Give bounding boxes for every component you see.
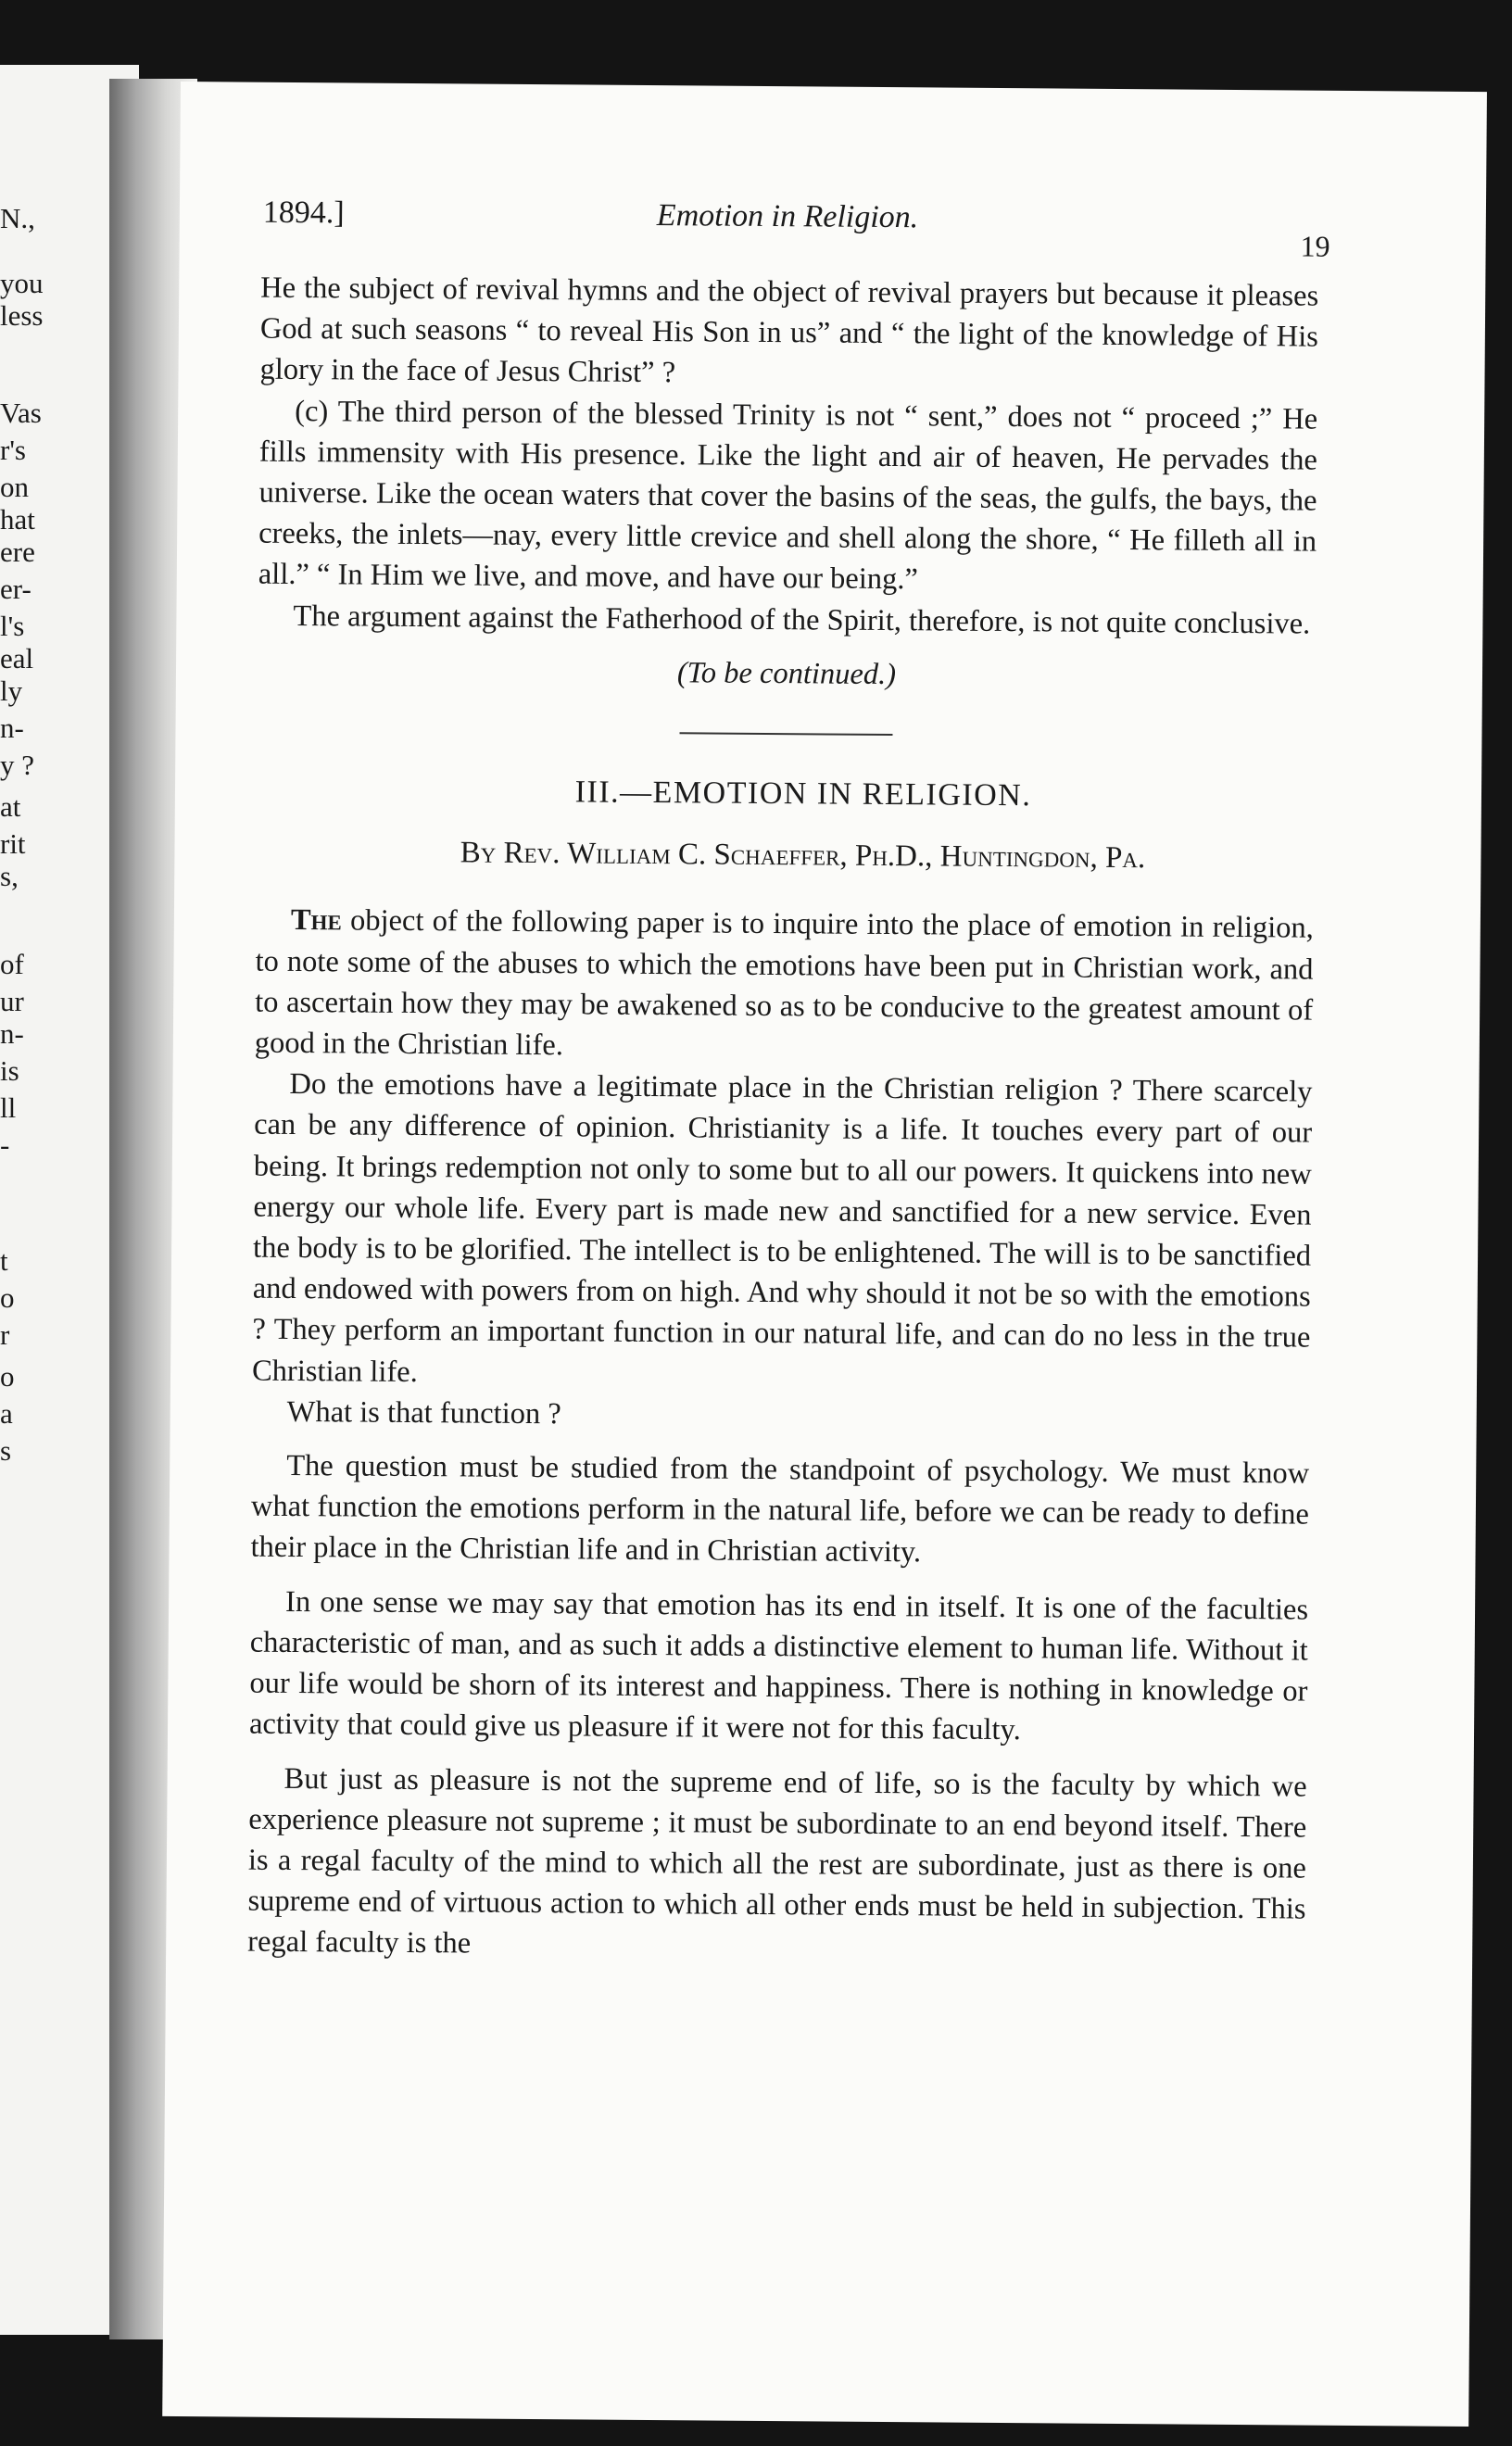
paragraph-text: object of the following paper is to inquire into the place of emotion in religion, to note some of the abuses to which the emotions have been put in Christian work, and to ascertain how they may be awakened so as to be conducive to the greatest amount of good in the Christian life.	[254, 903, 1315, 1063]
left-page-text-fragment: less	[0, 299, 44, 332]
paragraph: (c) The third person of the blessed Trinity is not “ sent,” does not “ proceed ;” He fills immensity with His presence. Like the light and air of heaven, He pervades the universe. Like the ocean waters that cover the basins of the seas, the gulfs, the bays, the creeks, the inlets—nay, every little crevice and shell along the shore, “ He filleth all in all.” “ In Him we live, and move, and have our being.”	[258, 394, 1318, 597]
left-page-text-fragment: N.,	[0, 202, 35, 234]
left-page-text-fragment: er-	[0, 573, 32, 605]
left-page-text-fragment: ere	[0, 536, 35, 568]
paragraph: The argument against the Fatherhood of the Spirit, therefore, is not quite conclusive.	[293, 599, 1311, 641]
left-page-text-fragment: o	[0, 1360, 15, 1393]
left-page-text-fragment: a	[0, 1397, 13, 1430]
page-body	[247, 268, 1318, 1971]
left-page-text-fragment: rit	[0, 827, 26, 860]
left-page-text-fragment: l's	[0, 610, 25, 642]
page-number: 19	[1300, 229, 1330, 263]
paragraph: What is that function ?	[286, 1394, 561, 1431]
to-be-continued-note: (To be continued.)	[676, 656, 897, 691]
left-page-text-fragment: s,	[0, 860, 19, 892]
section-divider	[679, 732, 892, 736]
left-page-text-fragment: ur	[0, 985, 24, 1017]
running-head-title: Emotion in Religion.	[656, 198, 919, 235]
left-page-text-fragment: r's	[0, 434, 26, 466]
left-page-text-fragment: is	[0, 1054, 19, 1087]
lead-word: The	[290, 903, 342, 938]
left-page-text-fragment: -	[0, 1128, 10, 1161]
paragraph: He the subject of revival hymns and the object of revival prayers but because it pleases God at such seasons “ to reveal His Son in us” and “ the light of the knowledge of His glory in the face of Jesus Christ” ?	[259, 271, 1319, 390]
book-page	[162, 82, 1487, 2427]
left-page-text-fragment: s	[0, 1434, 12, 1467]
paragraph: But just as pleasure is not the supreme end of life, so is the faculty by which we experience pleasure not supreme ; it must be subordinate to an end beyond itself. There is a regal faculty of the mind to which all the rest are subordinate, just as there is one supreme end of virtuous action to which all other ends must be held in subjection. This regal faculty is the	[247, 1761, 1307, 1961]
left-page-text-fragment: eal	[0, 642, 34, 675]
left-page-text-fragment: on	[0, 471, 29, 503]
paragraph: The question must be studied from the standpoint of psychology. We must know what function the emotions perform in the natural life, before we can be ready to define their place in the Christian life and in Christian activity.	[250, 1449, 1310, 1570]
left-page-text-fragment: of	[0, 948, 24, 980]
left-page-text-fragment: t	[0, 1244, 8, 1277]
left-page-text-fragment: r	[0, 1318, 10, 1351]
left-page-text-fragment: you	[0, 267, 44, 299]
article-byline: By Rev. William C. Schaeffer, Ph.D., Huntingdon, Pa.	[460, 836, 1146, 876]
paragraph: In one sense we may say that emotion has its end in itself. It is one of the faculties characteristic of man, and as such it adds a distinctive element to human life. Without it our life would be shorn of its interest and happiness. There is nothing in knowledge or activity that could give us pleasure if it were not for this faculty.	[248, 1584, 1309, 1747]
paragraph	[255, 900, 1314, 1072]
paragraph: Do the emotions have a legitimate place in the Christian religion ? There scarcely can be any difference of opinion. Christianity is a life. It touches every part of our being. It brings redemption not only to some but to all our powers. It quickens into new energy our whole life. Every part is made new and sanctified for a new service. Even the body is to be glorified. The intellect is to be enlightened. The will is to be sanctified and endowed with powers from on high. And why should it not be so with the emotions ? They perform an important function in our natural life, and can do no less in the true Christian life.	[251, 1067, 1313, 1389]
left-page-text-fragment: o	[0, 1281, 15, 1314]
left-page-text-fragment: at	[0, 790, 21, 823]
left-page-text-fragment: ly	[0, 675, 23, 707]
left-page-text-fragment: Vas	[0, 397, 42, 429]
article-title: III.—EMOTION IN RELIGION.	[574, 775, 1032, 813]
left-page-text-fragment: y ?	[0, 749, 35, 781]
left-page-text-fragment: ll	[0, 1091, 17, 1124]
running-head-year: 1894.]	[262, 195, 345, 231]
left-page-text-fragment: n-	[0, 712, 24, 744]
left-page-text-fragment: n-	[0, 1017, 24, 1050]
left-page-text-fragment: hat	[0, 503, 35, 536]
